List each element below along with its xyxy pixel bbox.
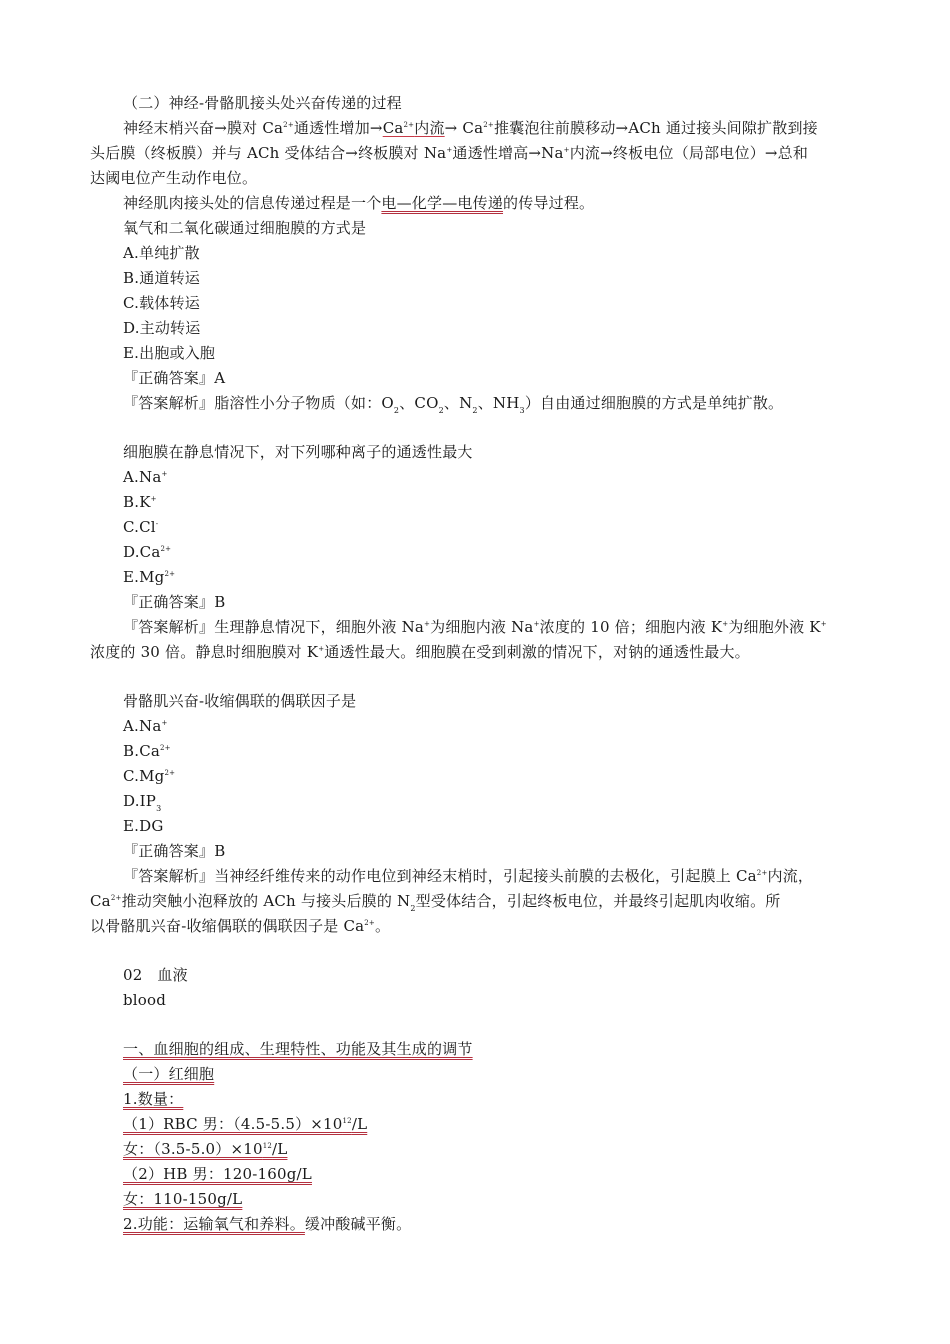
option: $D.Ca^{2+}$ xyxy=(123,543,172,561)
notes-subheading: （一）红细胞 xyxy=(123,1065,215,1083)
paragraph-line: 神经末梢兴奋→膜对 $Ca^{2+}$通透性增加$\to Ca^{2+}$内流→ $Ca^{2+}$推囊泡往前膜移动→ACh 通过接头间隙扩散到接 xyxy=(123,119,818,137)
option: C.Cl- xyxy=(123,518,159,536)
paragraph-line: 头后膜（终板膜）并与 ACh 受体结合→终板膜对 Na+通透性增高→Na+内流→终板电位（局部电位）→总和 xyxy=(90,144,809,162)
option: E.DG xyxy=(123,817,164,835)
correct-answer: 『正确答案』B xyxy=(123,593,226,611)
answer-explanation: 浓度的 30 倍。静息时细胞膜对 K+通透性最大。细胞膜在受到刺激的情况下，对钠的通透性最大。 xyxy=(90,643,750,661)
chapter-subtitle: blood xyxy=(123,991,167,1009)
notes-item: 2.功能：运输氧气和养料。缓冲酸碱平衡。 xyxy=(123,1215,412,1233)
option: A.Na+ xyxy=(123,717,168,735)
option: D.主动转运 xyxy=(123,319,201,337)
correct-answer: 『正确答案』A xyxy=(123,369,226,387)
paragraph-line: 神经肌肉接头处的信息传递过程是一个电—化学—电传递的传导过程。 xyxy=(123,194,595,212)
answer-explanation: 『答案解析』脂溶性小分子物质（如：$O_2$、$CO_2$、$N_2$、$NH_3$）自由通过细胞膜的方式是单纯扩散。 xyxy=(123,394,784,415)
option: $E.Mg^{2+}$ xyxy=(123,568,176,586)
answer-explanation: $Ca^{2+}$推动突触小泡释放的 ACh 与接头后膜的 $N_2$型受体结合，引起终板电位，并最终引起肌肉收缩。所 xyxy=(90,892,781,913)
option: B.通道转运 xyxy=(123,269,200,287)
notes-item: 1.数量： xyxy=(123,1090,184,1108)
underlined-term: 电—化学—电传递 xyxy=(381,194,504,212)
notes-item: 女：$(3.5-5.0)\times 10^{12}/L$ xyxy=(123,1140,288,1158)
option: A.Na+ xyxy=(123,468,168,486)
answer-explanation: 『答案解析』当神经纤维传来的动作电位到神经末梢时，引起接头前膜的去极化，引起膜上 $Ca^{2+}$内流， xyxy=(123,867,814,885)
paragraph-line: 达阈电位产生动作电位。 xyxy=(90,169,258,187)
notes-item: 女：110-150g/L xyxy=(123,1190,243,1208)
chapter-heading: 02 血液 xyxy=(123,966,188,984)
correct-answer: 『正确答案』B xyxy=(123,842,226,860)
answer-explanation: 『答案解析』生理静息情况下，细胞外液 Na+为细胞内液 Na+浓度的 10 倍；细胞内液 K+为细胞外液 K+ xyxy=(123,618,827,636)
question-stem: 骨骼肌兴奋-收缩偶联的偶联因子是 xyxy=(123,692,357,710)
option: E.出胞或入胞 xyxy=(123,344,216,362)
option: B.K+ xyxy=(123,493,157,511)
option: $C.Mg^{2+}$ xyxy=(123,767,176,785)
question-stem: 细胞膜在静息情况下，对下列哪种离子的通透性最大 xyxy=(123,443,473,461)
notes-item: （1）RBC 男：$(4.5-5.5)\times 10^{12}/L$ xyxy=(123,1115,368,1133)
option: $D.IP_3$ xyxy=(123,792,162,813)
option: A.单纯扩散 xyxy=(123,244,200,262)
option: C.载体转运 xyxy=(123,294,200,312)
notes-item: （2）HB 男：120-160g/L xyxy=(123,1165,312,1183)
notes-heading: 一、血细胞的组成、生理特性、功能及其生成的调节 xyxy=(123,1040,473,1058)
answer-explanation: 以骨骼肌兴奋-收缩偶联的偶联因子是 $Ca^{2+}$。 xyxy=(90,917,391,935)
question-stem: 氧气和二氧化碳通过细胞膜的方式是 xyxy=(123,219,367,237)
section-heading: （二）神经-骨骼肌接头处兴奋传递的过程 xyxy=(123,94,402,112)
option: $B.Ca^{2+}$ xyxy=(123,742,171,760)
